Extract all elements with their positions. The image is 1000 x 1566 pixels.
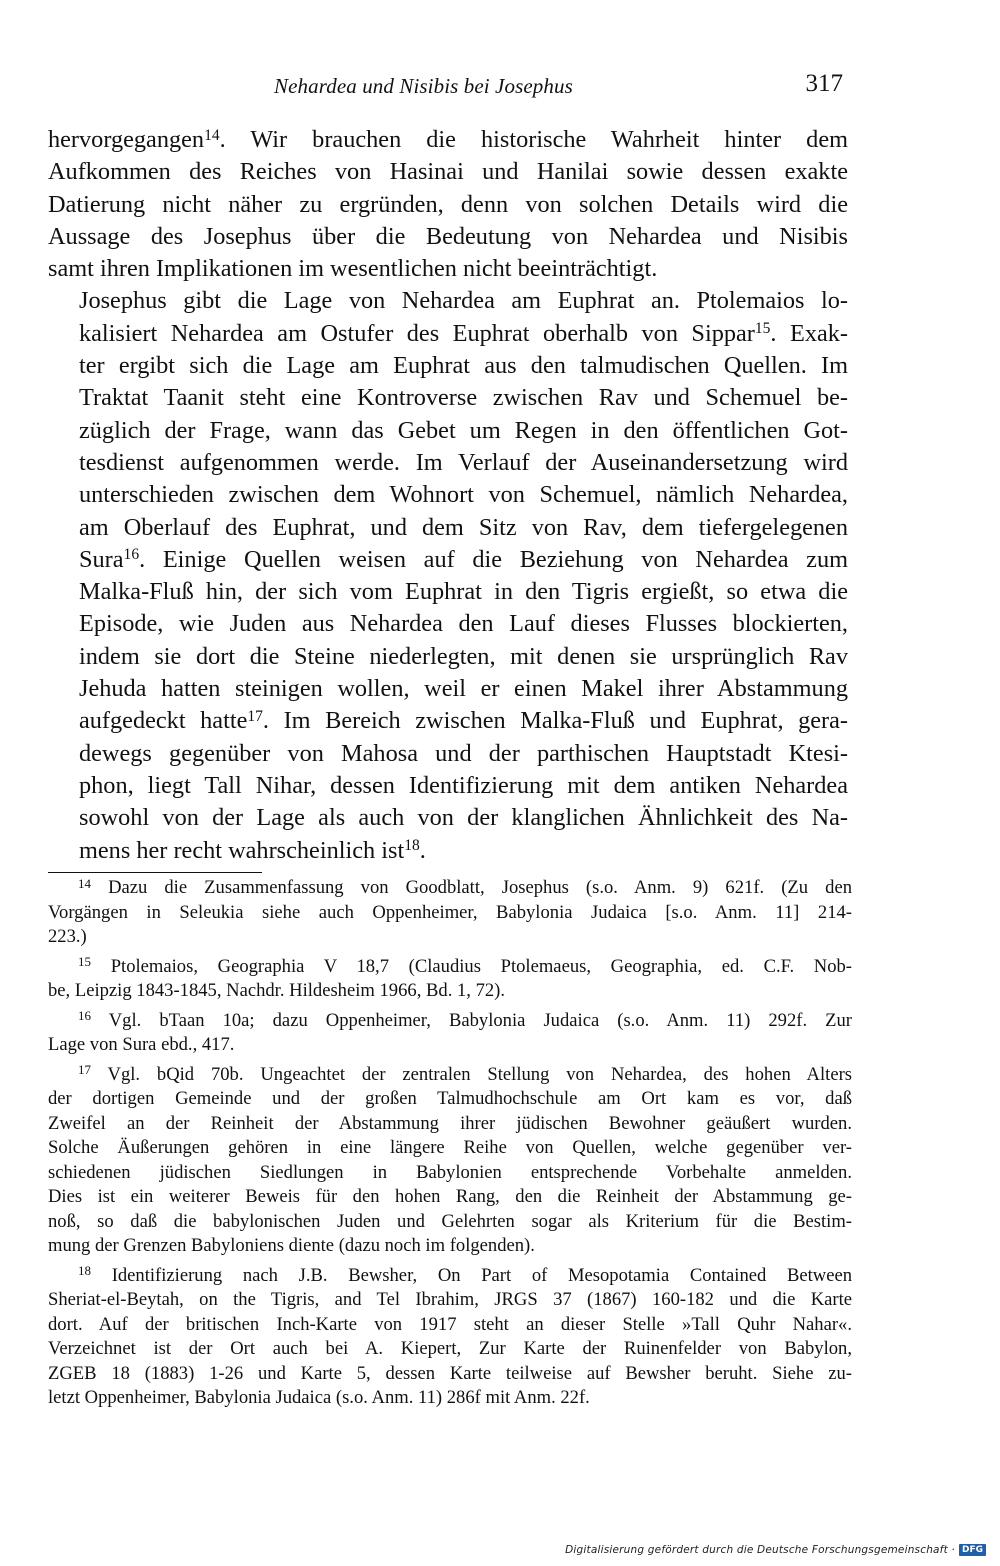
text-run: .	[419, 836, 426, 864]
footnote-reference[interactable]: 18	[404, 837, 420, 855]
paragraph	[48, 124, 848, 285]
footnote-line	[48, 1313, 852, 1338]
footnote-line	[48, 1234, 852, 1259]
footnote-text: 223.)	[48, 926, 87, 947]
text-run: samt ihren Implikationen im wesentlichen nicht beeinträchtigt.	[48, 255, 658, 283]
footnote-line	[48, 1288, 852, 1313]
footnote-text: Ptolemaios, Geographia V 18,7 (Claudius Ptolemaeus, Geographia, ed. C.F. Nob-	[110, 955, 852, 977]
footnote-text: dort. Auf der britischen Inch-Karte von 1917 steht an dieser Stelle »Tall Quhr Nahar«.	[48, 1313, 852, 1335]
footnote-separator	[48, 872, 262, 873]
footnote-reference[interactable]: 16	[123, 546, 140, 564]
footnote-text: letzt Oppenheimer, Babylonia Judaica (s.o. Anm. 11) 286f mit Anm. 22f.	[48, 1387, 590, 1408]
text-line	[48, 124, 848, 156]
text-run: Malka-Fluß hin, der sich vom Euphrat in den Tigris ergießt, so etwa die	[79, 578, 848, 606]
text-line	[48, 641, 848, 673]
footnote-text: Lage von Sura ebd., 417.	[48, 1034, 235, 1055]
text-line	[48, 479, 848, 511]
text-line	[48, 770, 848, 802]
text-run: kalisiert Nehardea am Ostufer des Euphrat oberhalb von Sippar	[79, 319, 755, 347]
footnote-text: Solche Äußerungen gehören in eine längere Reihe von Quellen, welche gegenüber ver-	[48, 1137, 852, 1158]
footnote-number: 16	[78, 1008, 92, 1024]
footnote-text: Identifizierung nach J.B. Bewsher, On Part of Mesopotamia Contained Between	[111, 1264, 852, 1286]
footnote-text: Zweifel an der Reinheit der Abstammung ihrer jüdischen Bewohner geäußert wurden.	[48, 1112, 852, 1134]
text-run: am Oberlauf des Euphrat, und dem Sitz von Rav, dem tiefergelegenen	[79, 513, 848, 541]
footnote-line	[48, 1185, 852, 1210]
text-run: dewegs gegenüber von Mahosa und der parthischen Hauptstadt Ktesi-	[79, 739, 848, 767]
footnote-16	[48, 1009, 852, 1058]
footnote-line	[48, 901, 852, 926]
text-line	[48, 544, 848, 576]
footnote-line	[48, 1136, 852, 1161]
footnote-text: schiedenen jüdischen Siedlungen in Babylonien entsprechende Vorbehalte anmelden.	[48, 1161, 852, 1183]
text-line	[48, 221, 848, 253]
text-run: mens her recht wahrscheinlich ist	[79, 836, 405, 864]
text-run: hervorgegangen	[48, 126, 205, 153]
main-text	[48, 124, 848, 867]
page-number: 317	[805, 70, 843, 97]
text-line	[48, 673, 848, 705]
text-line	[48, 835, 848, 867]
footnote-number: 14	[78, 875, 92, 891]
footnote-text: Vgl. bTaan 10a; dazu Oppenheimer, Babylonia Judaica (s.o. Anm. 11) 292f. Zur	[108, 1009, 853, 1031]
text-line	[48, 512, 848, 544]
text-run: Episode, wie Juden aus Nehardea den Lauf dieses Flusses blockierten,	[79, 610, 848, 638]
footnote-line	[48, 955, 852, 980]
footnote-number: 15	[78, 954, 92, 970]
text-run: . Exak-	[770, 319, 848, 347]
footnote-14	[48, 876, 852, 950]
footnote-text: be, Leipzig 1843-1845, Nachdr. Hildesheim 1966, Bd. 1, 72).	[48, 980, 506, 1001]
footnote-line	[48, 1033, 852, 1058]
text-run: phon, liegt Tall Nihar, dessen Identifizierung mit dem antiken Nehardea	[79, 771, 848, 799]
text-run: Aussage des Josephus über die Bedeutung von Nehardea und Nisibis	[48, 222, 848, 250]
footnote-line	[48, 1386, 852, 1411]
text-line	[48, 318, 848, 350]
footnote-line	[48, 1087, 852, 1112]
footnote-text: noß, so daß die babylonischen Juden und Gelehrten sogar als Kriterium für die Bestim-	[48, 1210, 852, 1232]
footnote-reference[interactable]: 15	[754, 320, 771, 338]
footnote-line	[48, 1337, 852, 1362]
footnote-line	[48, 1264, 852, 1289]
footnote-line	[48, 1009, 852, 1034]
text-run: züglich der Frage, wann das Gebet um Regen in den öffentlichen Got-	[79, 416, 848, 444]
text-run: tesdienst aufgenommen werde. Im Verlauf der Auseinandersetzung wird	[79, 448, 848, 476]
text-line	[48, 285, 848, 317]
text-run: . Im Bereich zwischen Malka-Fluß und Euphrat, gera-	[262, 707, 848, 735]
footnote-line	[48, 1112, 852, 1137]
footnote-number: 18	[78, 1263, 92, 1279]
text-line	[48, 156, 848, 188]
text-run: . Wir brauchen die historische Wahrheit hinter dem	[219, 126, 848, 153]
footnote-text: Dies ist ein weiterer Beweis für den hohen Rang, den die Reinheit der Abstammung ge-	[48, 1186, 852, 1207]
text-run: Sura	[79, 545, 124, 573]
footnote-number: 17	[78, 1062, 92, 1078]
text-line	[48, 415, 848, 447]
text-run: indem sie dort die Steine niederlegten, mit denen sie ursprünglich Rav	[79, 642, 848, 670]
footnote-line	[48, 925, 852, 950]
footnote-text: Vorgängen in Seleukia siehe auch Oppenheimer, Babylonia Judaica [s.o. Anm. 11] 214-	[48, 901, 852, 923]
paragraph	[48, 285, 848, 866]
footnote-line	[48, 1161, 852, 1186]
text-run: unterschieden zwischen dem Wohnort von Schemuel, nämlich Nehardea,	[79, 481, 848, 509]
footnote-15	[48, 955, 852, 1004]
footnote-line	[48, 1063, 852, 1088]
text-line	[48, 802, 848, 834]
text-line	[48, 705, 848, 737]
text-run: aufgedeckt hatte	[79, 707, 248, 735]
footnote-text: Sheriat-el-Beytah, on the Tigris, and Tel Ibrahim, JRGS 37 (1867) 160-182 und die Karte	[48, 1289, 852, 1310]
footnotes	[48, 876, 852, 1416]
text-run: Jehuda hatten steinigen wollen, weil er einen Makel ihrer Abstammung	[79, 675, 848, 703]
text-run: Traktat Taanit steht eine Kontroverse zwischen Rav und Schemuel be-	[79, 384, 848, 412]
footnote-text: der dortigen Gemeinde und der großen Talmudhochschule am Ort kam es vor, daß	[48, 1088, 852, 1109]
footnote-reference[interactable]: 14	[204, 126, 220, 144]
footnote-text: Verzeichnet ist der Ort auch bei A. Kiepert, Zur Karte der Ruinenfelder von Babylon,	[48, 1338, 852, 1359]
page-footer	[565, 1542, 986, 1558]
footnote-line	[48, 1362, 852, 1387]
text-line	[48, 447, 848, 479]
footnote-line	[48, 979, 852, 1004]
footnote-text: Dazu die Zusammenfassung von Goodblatt, Josephus (s.o. Anm. 9) 621f. (Zu den	[108, 877, 852, 898]
footnote-17	[48, 1063, 852, 1259]
footnote-text: ZGEB 18 (1883) 1-26 und Karte 5, dessen Karte teilweise auf Bewsher beruht. Siehe zu-	[48, 1362, 852, 1384]
text-line	[48, 738, 848, 770]
text-line	[48, 576, 848, 608]
page-header	[0, 66, 1000, 106]
text-line	[48, 253, 848, 285]
text-line	[48, 608, 848, 640]
footnote-text: Vgl. bQid 70b. Ungeachtet der zentralen Stellung von Nehardea, des hohen Alters	[107, 1063, 852, 1085]
text-run: Aufkommen des Reiches von Hasinai und Hanilai sowie dessen exakte	[48, 158, 848, 186]
footnote-line	[48, 876, 852, 901]
text-run: . Einige Quellen weisen auf die Beziehung von Nehardea zum	[139, 545, 848, 573]
footnote-text: mung der Grenzen Babyloniens diente (dazu noch im folgenden).	[48, 1235, 535, 1256]
text-line	[48, 189, 848, 221]
text-line	[48, 350, 848, 382]
footnote-reference[interactable]: 17	[247, 707, 263, 725]
text-line	[48, 382, 848, 414]
text-run: Josephus gibt die Lage von Nehardea am Euphrat an. Ptolemaios lo-	[79, 287, 848, 315]
text-run: ter ergibt sich die Lage am Euphrat aus den talmudischen Quellen. Im	[79, 352, 848, 380]
text-run: Datierung nicht näher zu ergründen, denn von solchen Details wird die	[48, 190, 848, 218]
running-head: Nehardea und Nisibis bei Josephus	[274, 74, 573, 98]
digitization-credit: Digitalisierung gefördert durch die Deutsche Forschungsgemeinschaft ·	[565, 1544, 955, 1556]
footnote-line	[48, 1210, 852, 1235]
footnote-18	[48, 1264, 852, 1411]
text-run: sowohl von der Lage als auch von der klanglichen Ähnlichkeit des Na-	[79, 804, 848, 832]
dfg-logo: DFG	[959, 1544, 986, 1556]
